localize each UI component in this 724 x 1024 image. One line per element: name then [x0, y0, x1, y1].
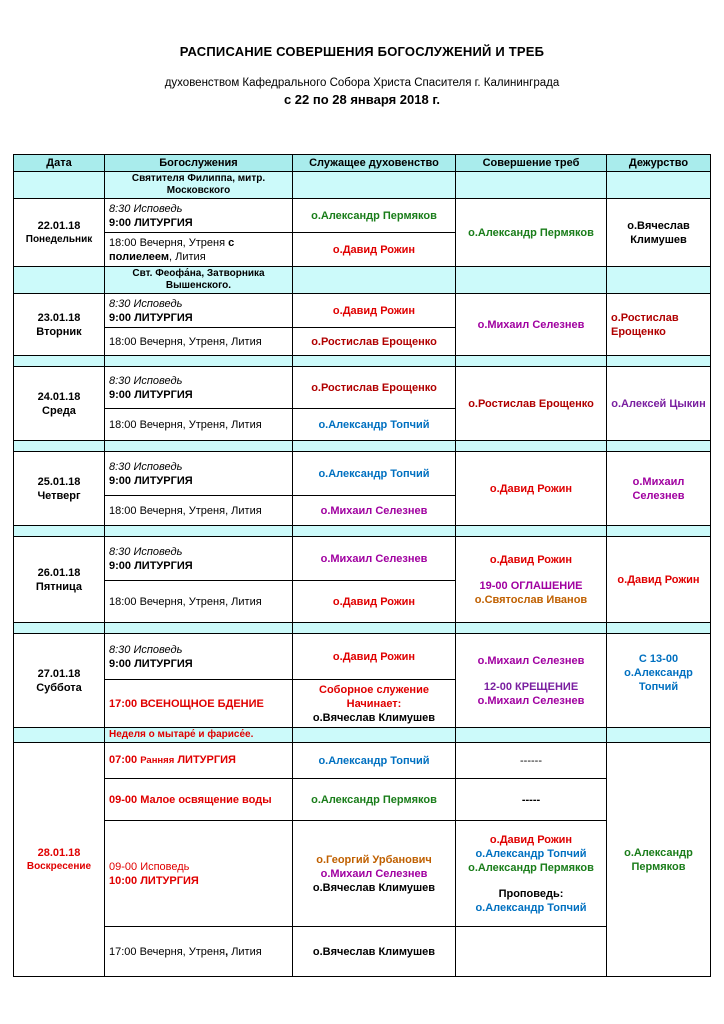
- day-weekday: Воскресение: [26, 860, 92, 872]
- spacer-row: [14, 526, 711, 537]
- day-date: 28.01.18: [37, 846, 81, 859]
- day-row: [14, 537, 711, 581]
- day-date: 25.01.18: [37, 475, 81, 488]
- clergy-cell: о.Александр Топчий: [293, 452, 456, 496]
- day-row: [14, 779, 711, 821]
- day-row: [14, 743, 711, 779]
- treby-cell: -----: [456, 779, 607, 821]
- clergy-cell: о.Давид Рожин: [293, 581, 456, 623]
- col-header-duty: Дежурство: [607, 155, 711, 172]
- page-subtitle: духовенством Кафедрального Собора Христа Спасителя г. Калининграда: [164, 77, 560, 89]
- spacer-row: [14, 356, 711, 367]
- service-cell: 17:00 Вечерня, Утреня, Лития: [105, 927, 293, 977]
- page-title: РАСПИСАНИЕ СОВЕРШЕНИЯ БОГОСЛУЖЕНИЙ И ТРЕБ: [179, 44, 545, 59]
- clergy-cell: о.Вячеслав Климушев: [293, 927, 456, 977]
- day-row: [14, 199, 711, 233]
- service-cell: 18:00 Вечерня, Утреня, Лития: [105, 496, 293, 526]
- clergy-cell: Соборное служение Начинает: о.Вячеслав Климушев: [293, 680, 456, 728]
- clergy-cell: о.Александр Пермяков: [293, 199, 456, 233]
- clergy-cell: о.Ростислав Ерощенко: [293, 367, 456, 409]
- service-cell: 09-00 Исповедь 10:00 ЛИТУРГИЯ: [105, 821, 293, 927]
- duty-cell: о.Алексей Цыкин: [607, 367, 711, 441]
- duty-cell: о.Ростислав Ерощенко: [607, 294, 711, 356]
- service-cell: 18:00 Вечерня, Утреня, Лития: [105, 581, 293, 623]
- day-row: [14, 634, 711, 680]
- feast-row: [14, 172, 711, 199]
- spacer-row: [14, 623, 711, 634]
- day-cell: [14, 294, 105, 356]
- service-cell: 18:00 Вечерня, Утреня с полиелеем, Лития: [105, 233, 293, 267]
- service-cell: [105, 199, 293, 233]
- clergy-cell: о.Михаил Селезнев: [293, 537, 456, 581]
- feast-row: [14, 728, 711, 743]
- day-cell: [14, 452, 105, 526]
- day-weekday: Понедельник: [25, 233, 93, 245]
- day-cell: [14, 537, 105, 623]
- col-header-treby: Совершение треб: [456, 155, 607, 172]
- clergy-cell: о.Александр Топчий: [293, 743, 456, 779]
- clergy-cell: о.Александр Топчий: [293, 409, 456, 441]
- day-row: [14, 821, 711, 927]
- date-range: с 22 по 28 января 2018 г.: [283, 92, 441, 107]
- clergy-cell: о.Михаил Селезнев: [293, 496, 456, 526]
- treby-cell: ------: [456, 743, 607, 779]
- feast-label: Святителя Филиппа, митр. Московского: [105, 172, 293, 199]
- schedule-table: [13, 154, 711, 977]
- day-date: 23.01.18: [37, 311, 81, 324]
- day-weekday: Пятница: [35, 580, 83, 593]
- day-cell: [14, 367, 105, 441]
- feast-label: Неделя о мытаре́ и фарисе́е.: [105, 728, 293, 743]
- clergy-cell: о.Ростислав Ерощенко: [293, 328, 456, 356]
- day-weekday: Четверг: [37, 489, 81, 502]
- day-weekday: Суббота: [36, 681, 82, 694]
- treby-cell: о.Михаил Селезнев: [456, 294, 607, 356]
- duty-cell: о.Александр Пермяков: [607, 743, 711, 977]
- service-cell: 8:30 Исповедь 9:00 ЛИТУРГИЯ: [105, 452, 293, 496]
- treby-cell: о.Михаил Селезнев 12-00 КРЕЩЕНИЕ о.Михаил Селезнев: [456, 634, 607, 728]
- treby-cell: о.Александр Пермяков: [456, 199, 607, 267]
- clergy-cell: о.Александр Пермяков: [293, 779, 456, 821]
- day-date: 24.01.18: [37, 390, 81, 403]
- service-cell: 8:30 Исповедь 9:00 ЛИТУРГИЯ: [105, 634, 293, 680]
- col-header-clergy: Служащее духовенство: [293, 155, 456, 172]
- clergy-cell: о.Давид Рожин: [293, 294, 456, 328]
- feast-label: Свт. Феофа́на, Затворника Вышенского.: [105, 267, 293, 294]
- day-row: [14, 294, 711, 328]
- day-row: [14, 367, 711, 409]
- day-date: 26.01.18: [37, 566, 81, 579]
- day-cell: [14, 199, 105, 267]
- day-cell: [14, 743, 105, 977]
- service-cell: 07:00 Ранняя ЛИТУРГИЯ: [105, 743, 293, 779]
- service-cell: 8:30 Исповедь 9:00 ЛИТУРГИЯ: [105, 537, 293, 581]
- treby-cell: о.Давид Рожин: [456, 452, 607, 526]
- col-header-services: Богослужения: [105, 155, 293, 172]
- feast-row: [14, 267, 711, 294]
- duty-cell: о.Давид Рожин: [607, 537, 711, 623]
- confession-time: 8:30 Исповедь: [109, 202, 183, 215]
- spacer-row: [14, 441, 711, 452]
- clergy-cell: о.Давид Рожин: [293, 634, 456, 680]
- duty-cell: о.Михаил Селезнев: [607, 452, 711, 526]
- service-cell: 8:30 Исповедь 9:00 ЛИТУРГИЯ: [105, 294, 293, 328]
- service-cell: 18:00 Вечерня, Утреня, Лития: [105, 409, 293, 441]
- day-row: [14, 927, 711, 977]
- clergy-cell: о.Георгий Урбанович о.Михаил Селезнев о.Вячеслав Климушев: [293, 821, 456, 927]
- day-date: 22.01.18: [37, 219, 81, 232]
- service-cell: 18:00 Вечерня, Утреня, Лития: [105, 328, 293, 356]
- treby-cell: о.Давид Рожин о.Александр Топчий о.Александр Пермяков Проповедь: о.Александр Топчий: [456, 821, 607, 927]
- service-cell: 8:30 Исповедь 9:00 ЛИТУРГИЯ: [105, 367, 293, 409]
- header-row: [14, 155, 711, 172]
- duty-cell: С 13-00 о.Александр Топчий: [607, 634, 711, 728]
- service-cell: 09-00 Малое освящение воды: [105, 779, 293, 821]
- service-cell: 17:00 ВСЕНОЩНОЕ БДЕНИЕ: [105, 680, 293, 728]
- day-cell: [14, 634, 105, 728]
- day-weekday: Среда: [42, 404, 76, 417]
- col-header-date: Дата: [14, 155, 105, 172]
- treby-cell: [456, 927, 607, 977]
- liturgy-time: 9:00 ЛИТУРГИЯ: [109, 216, 193, 229]
- treby-cell: о.Ростислав Ерощенко: [456, 367, 607, 441]
- day-date: 27.01.18: [37, 667, 81, 680]
- treby-cell: о.Давид Рожин 19-00 ОГЛАШЕНИЕ о.Святослав Иванов: [456, 537, 607, 623]
- day-row: [14, 452, 711, 496]
- clergy-cell: о.Давид Рожин: [293, 233, 456, 267]
- day-weekday: Вторник: [36, 325, 82, 338]
- duty-cell: о.Вячеслав Климушев: [607, 199, 711, 267]
